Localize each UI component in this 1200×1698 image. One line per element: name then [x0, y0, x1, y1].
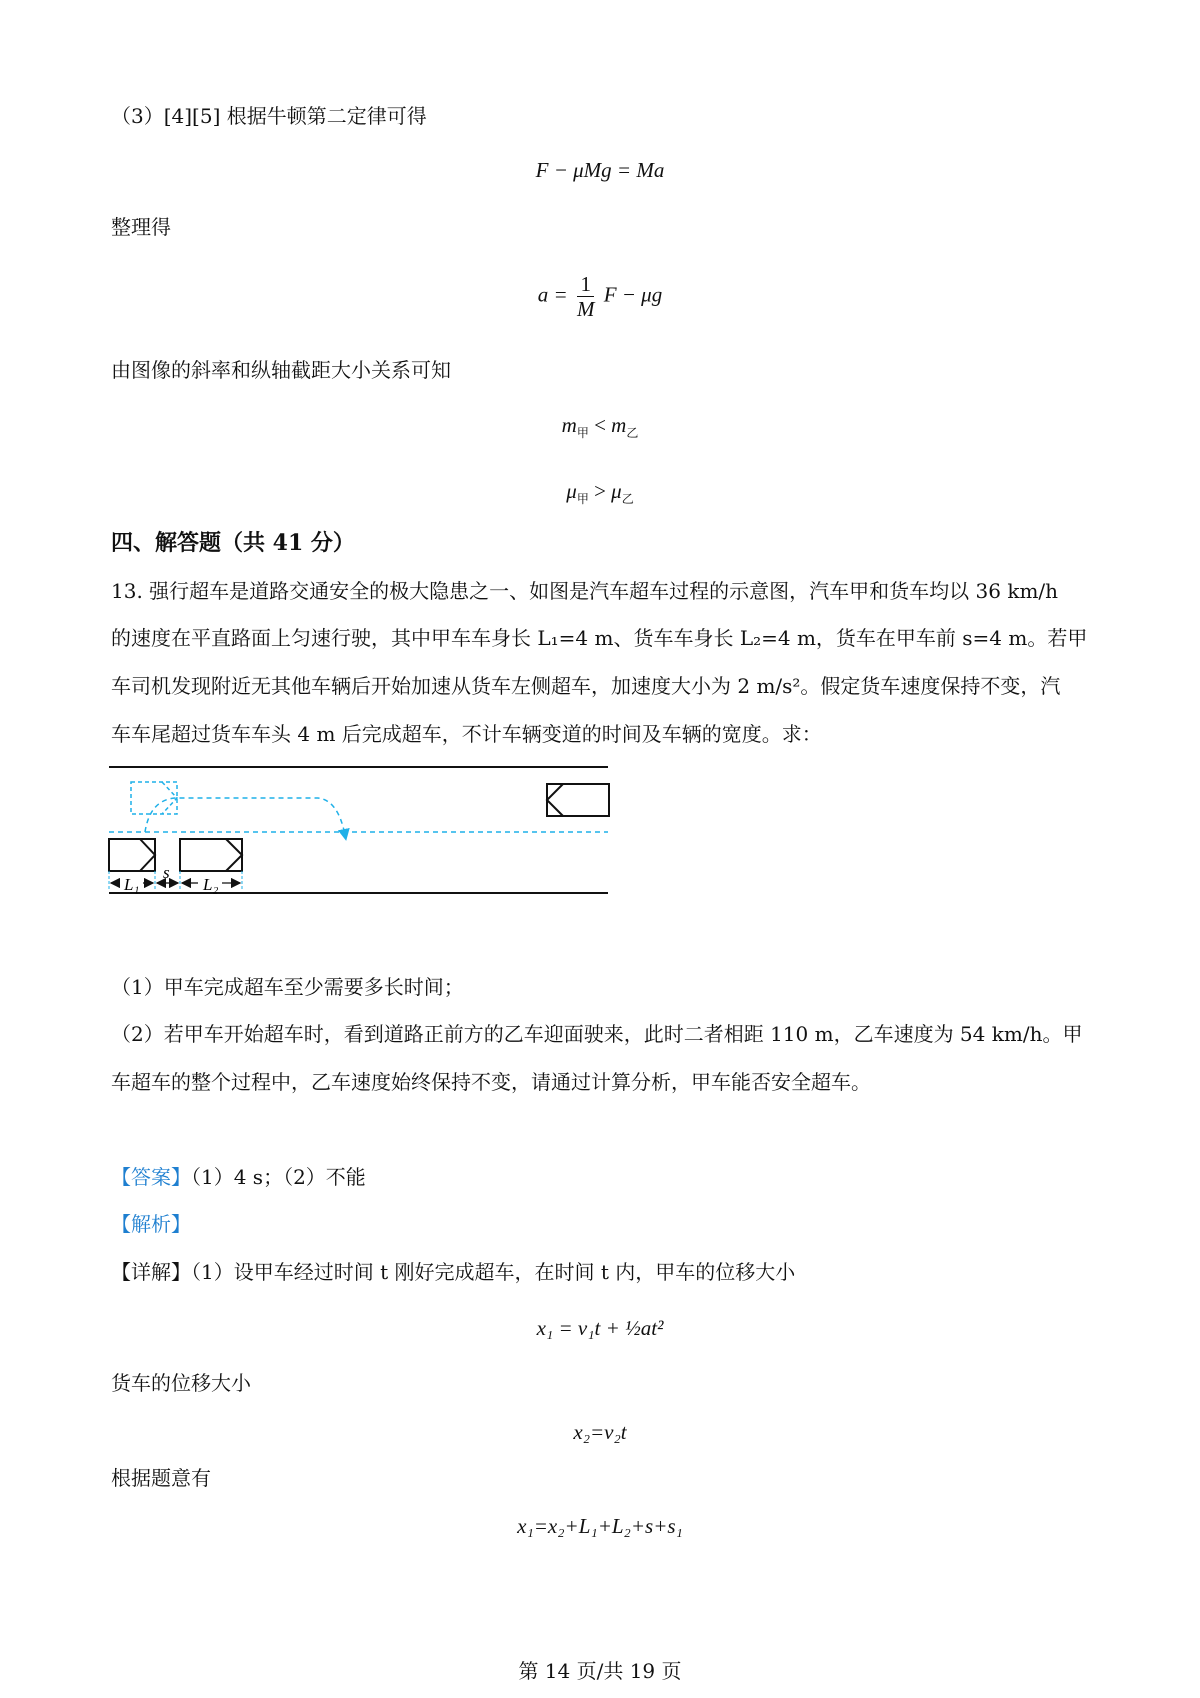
q13-line: 车司机发现附近无其他车辆后开始加速从货车左侧超车，加速度大小为 2 m/s²。假定货车速度保持不变，汽: [111, 674, 1061, 698]
sub-yi: 乙: [626, 426, 639, 441]
equation-newton: F − μMg = Ma: [535, 158, 665, 182]
mu: μ: [611, 479, 622, 503]
rearrange-label: 整理得: [111, 215, 171, 239]
equation-total: x₁=x₂+L₁+L₂+s+s₁: [517, 1514, 683, 1538]
eq-rhs: F − μg: [603, 282, 663, 307]
q13-line: 13. 强行超车是道路交通安全的极大隐患之一、如图是汽车超车过程的示意图，汽车甲和货车均以 36 km/h: [111, 579, 1059, 603]
m: m: [561, 413, 577, 437]
sub-question-2-cont: 车超车的整个过程中，乙车速度始终保持不变，请通过计算分析，甲车能否安全超车。: [111, 1070, 871, 1094]
sub-jia: 甲: [576, 426, 589, 441]
analysis-tag: 【解析】: [111, 1212, 191, 1236]
sub-question-2: （2）若甲车开始超车时，看到道路正前方的乙车迎面驶来，此时二者相距 110 m，乙车速度为 54 km/h。甲: [111, 1022, 1083, 1046]
numerator: 1: [577, 272, 595, 297]
section-title: 四、解答题（共 41 分）: [111, 530, 355, 556]
op: >: [588, 479, 612, 503]
answer-tag: 【答案】: [111, 1165, 191, 1189]
detail-text: （1）设甲车经过时间 t 刚好完成超车，在时间 t 内，甲车的位移大小: [191, 1260, 796, 1284]
equation-x1: x₁ = v₁t + ½at²: [536, 1316, 664, 1340]
op: <: [588, 413, 612, 437]
label-L2: L₂: [203, 875, 219, 894]
equation-x2: x₂=v₂t: [573, 1420, 627, 1444]
q13-line: 车车尾超过货车车头 4 m 后完成超车，不计车辆变道的时间及车辆的宽度。求：: [111, 722, 822, 746]
overtake-path: [145, 798, 345, 835]
sub-yi: 乙: [621, 492, 634, 507]
part3-intro: （3）[4][5] 根据牛顿第二定律可得: [111, 104, 427, 128]
car-yi-oncoming: [547, 784, 609, 816]
detail-tag: 【详解】: [111, 1260, 191, 1284]
label-s: s: [163, 863, 170, 882]
truck: [180, 839, 242, 871]
label-L1: L₁: [124, 875, 140, 894]
page-footer: 第 14 页/共 19 页: [518, 1659, 682, 1683]
answer-line: [111, 1167, 366, 1187]
graph-relation-text: 由图像的斜率和纵轴截距大小关系可知: [111, 358, 451, 382]
mu: μ: [566, 479, 577, 503]
sub-question-1: （1）甲车完成超车至少需要多长时间；: [111, 975, 464, 999]
detail-line: [111, 1262, 795, 1282]
by-meaning-label: 根据题意有: [111, 1466, 211, 1490]
car-jia-ghost: [131, 782, 177, 814]
m: m: [611, 413, 627, 437]
denominator: M: [576, 297, 595, 322]
answer-text: （1）4 s；（2）不能: [191, 1165, 366, 1189]
truck-displacement-label: 货车的位移大小: [111, 1371, 251, 1395]
eq-lhs: a =: [537, 282, 568, 307]
car-jia: [109, 839, 155, 871]
sub-jia: 甲: [576, 492, 589, 507]
q13-line: 的速度在平直路面上匀速行驶，其中甲车车身长 L₁=4 m、货车车身长 L₂=4 m，货车在甲车前 s=4 m。若甲: [111, 626, 1088, 650]
